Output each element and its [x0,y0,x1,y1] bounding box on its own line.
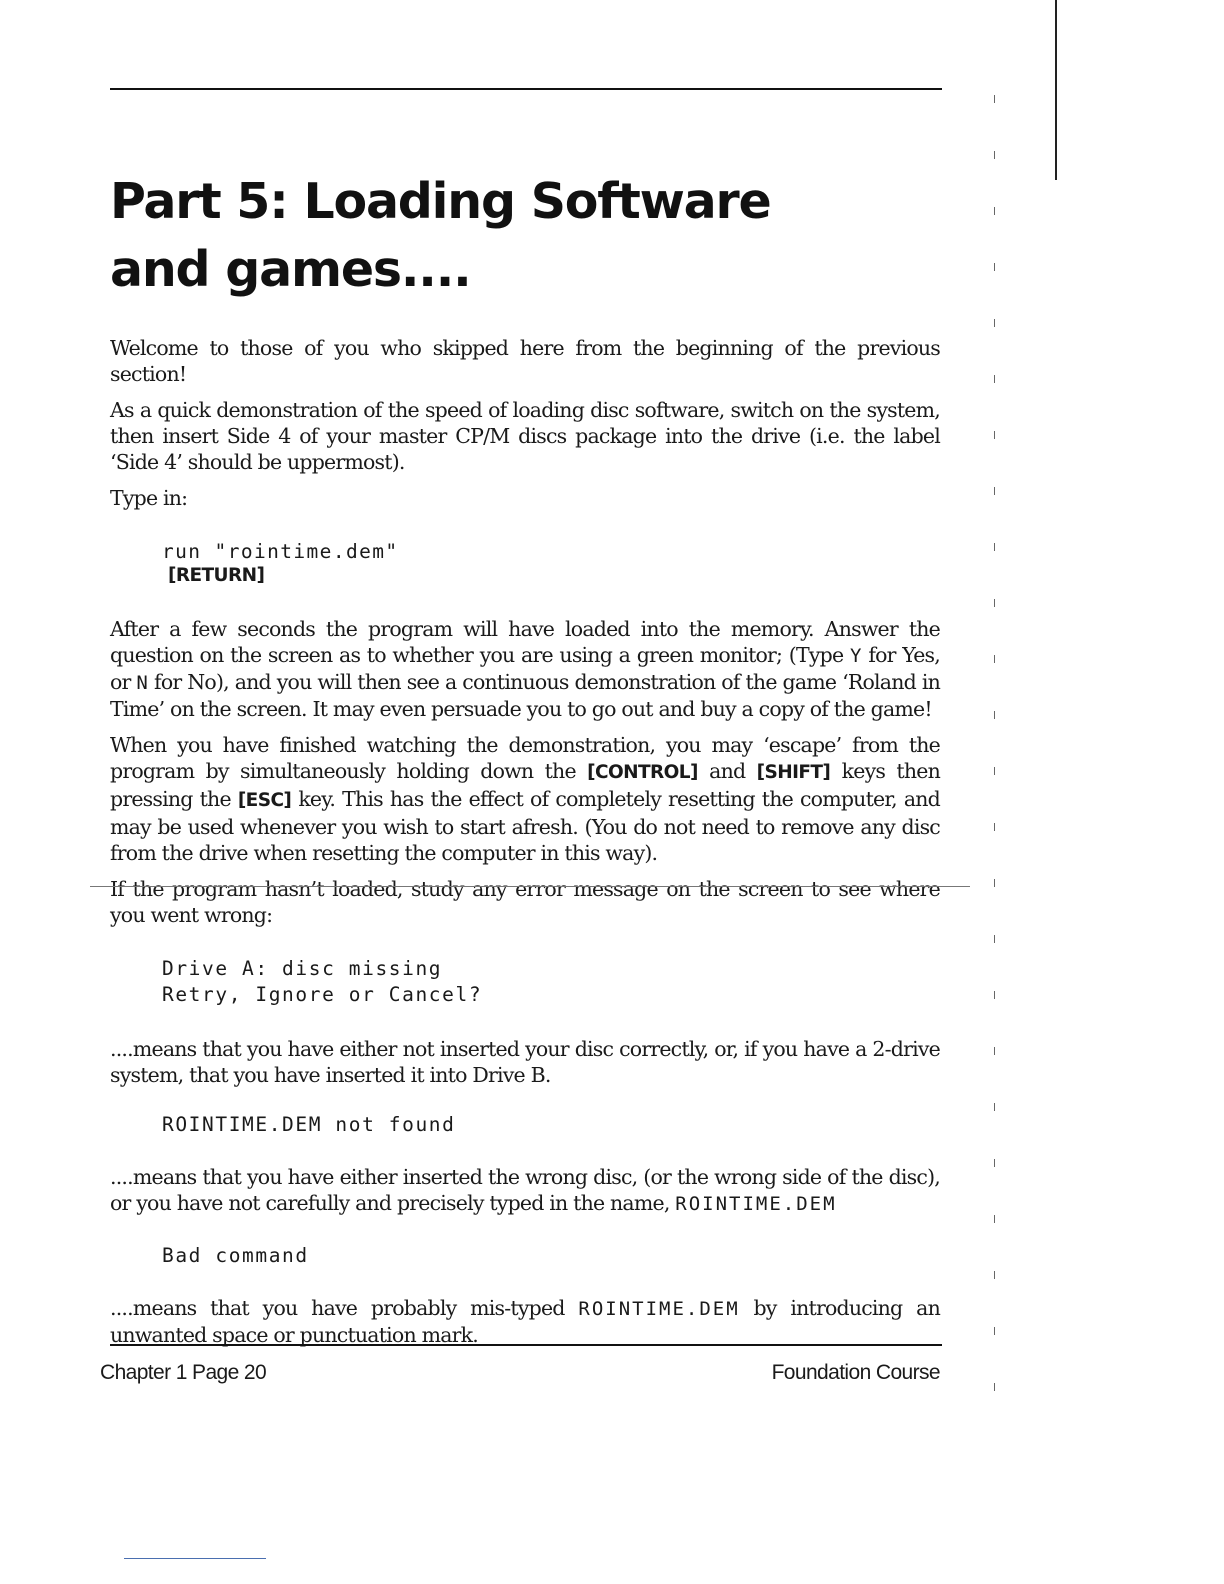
margin-tick [994,431,998,439]
paragraph-not-loaded: If the program hasn’t loaded, study any error message on the screen to see where you went wrong: [110,877,940,927]
paragraph-escape-text-1: When you have finished watching the demonstration, you may ‘escape’ from the program by simultaneously holding down the [110,733,940,783]
paragraph-disc-missing-explanation: ....means that you have either not inserted your disc correctly, or, if you have a 2-drive system, that you have inserted it into Drive B. [110,1037,940,1087]
error-message-bad-command [162,1243,940,1269]
paragraph-bad-command-text-2: by introducing an unwanted space or punctuation mark. [110,1296,940,1347]
paragraph-after-load-text-1: After a few seconds the program will have loaded into the memory. Answer the question on the screen as to whether you are using a green monitor; (Type [110,617,940,667]
margin-tick [994,95,998,103]
error-bad-command-text: Bad command [162,1244,309,1267]
margin-tick [994,319,998,327]
paragraph-not-found-text: ....means that you have either inserted the wrong disc, (or the wrong side of the disc), or you have not carefully and precisely typed in the name, [110,1165,940,1215]
margin-tick [994,823,998,831]
margin-tick [994,599,998,607]
filename-rointime-2: ROINTIME.DEM [578,1298,740,1320]
margin-tick [994,935,998,943]
paragraph-type-in: Type in: [110,486,188,510]
margin-tick [994,207,998,215]
margin-tick [994,1383,998,1391]
margin-tick [994,151,998,159]
footer-course-title: Foundation Course [771,1361,940,1384]
paragraph-not-found-explanation [110,1164,940,1217]
margin-tick [994,1271,998,1279]
margin-tick [994,1215,998,1223]
margin-tick [994,879,998,887]
command-text: run "rointime.dem" [162,540,399,563]
margin-tick [994,1103,998,1111]
error-line-1: Drive A: disc missing [162,957,443,980]
footer-chapter-page: Chapter 1 Page 20 [100,1361,267,1384]
paragraph-demo-intro: As a quick demonstration of the speed of loading disc software, switch on the system, then insert Side 4 of your master CP/M discs package into the drive (i.e. the label ‘Side 4’ should be uppermost). [110,398,940,474]
error-message-disc-missing [162,956,940,1008]
margin-tick [994,767,998,775]
margin-tick [994,487,998,495]
paragraph-bad-command-explanation [110,1295,940,1348]
bottom-rule [110,1344,942,1346]
paragraph-bad-command-text-1: ....means that you have probably mis-typed [110,1296,579,1320]
margin-tick [994,1047,998,1055]
return-key-label: [RETURN] [168,565,265,586]
page-title: Part 5: Loading Software and games.... [110,173,771,298]
paragraph-escape-text-3: keys then pressing the [110,759,940,811]
error-message-not-found [162,1112,940,1138]
scan-crease-line [90,886,970,887]
paragraph-after-load-text-2: for Yes, or [110,643,940,694]
margin-tick [994,1327,998,1335]
paragraph-escape-text-2: and [697,759,757,783]
key-y: Y [849,645,862,667]
bottom-scan-mark [124,1558,266,1559]
margin-tick [994,543,998,551]
margin-tick [994,655,998,663]
body-content [110,335,940,1348]
margin-tick [994,375,998,383]
control-key-label: [CONTROL] [587,762,698,783]
paragraph-welcome: Welcome to those of you who skipped here from the beginning of the previous section! [110,336,940,386]
esc-key-label: [ESC] [237,790,292,811]
margin-tick [994,711,998,719]
paragraph-after-load-text-3: for No), and you will then see a continuous demonstration of the game ‘Roland in Time’ on the screen. It may even persuade you to go out and buy a copy of the game! [110,670,940,721]
margin-tick [994,263,998,271]
key-n: N [136,672,149,694]
paragraph-escape [110,732,940,866]
margin-tick [994,1159,998,1167]
error-line-2: Retry, Ignore or Cancel? [162,983,483,1006]
filename-rointime-1: ROINTIME.DEM [675,1193,837,1215]
paragraph-escape-text-4: key. This has the effect of completely resetting the computer, and may be used whenever you wish to start afresh. (You do not need to remove any disc from the drive when resetting the computer in this way). [110,787,941,865]
page-edge-line [1055,0,1057,180]
top-rule [110,88,942,90]
command-line [162,539,940,586]
shift-key-label: [SHIFT] [756,762,831,783]
paragraph-after-load [110,616,940,722]
error-not-found-text: ROINTIME.DEM not found [162,1113,456,1136]
binding-margin-marks [994,95,1006,1395]
margin-tick [994,991,998,999]
